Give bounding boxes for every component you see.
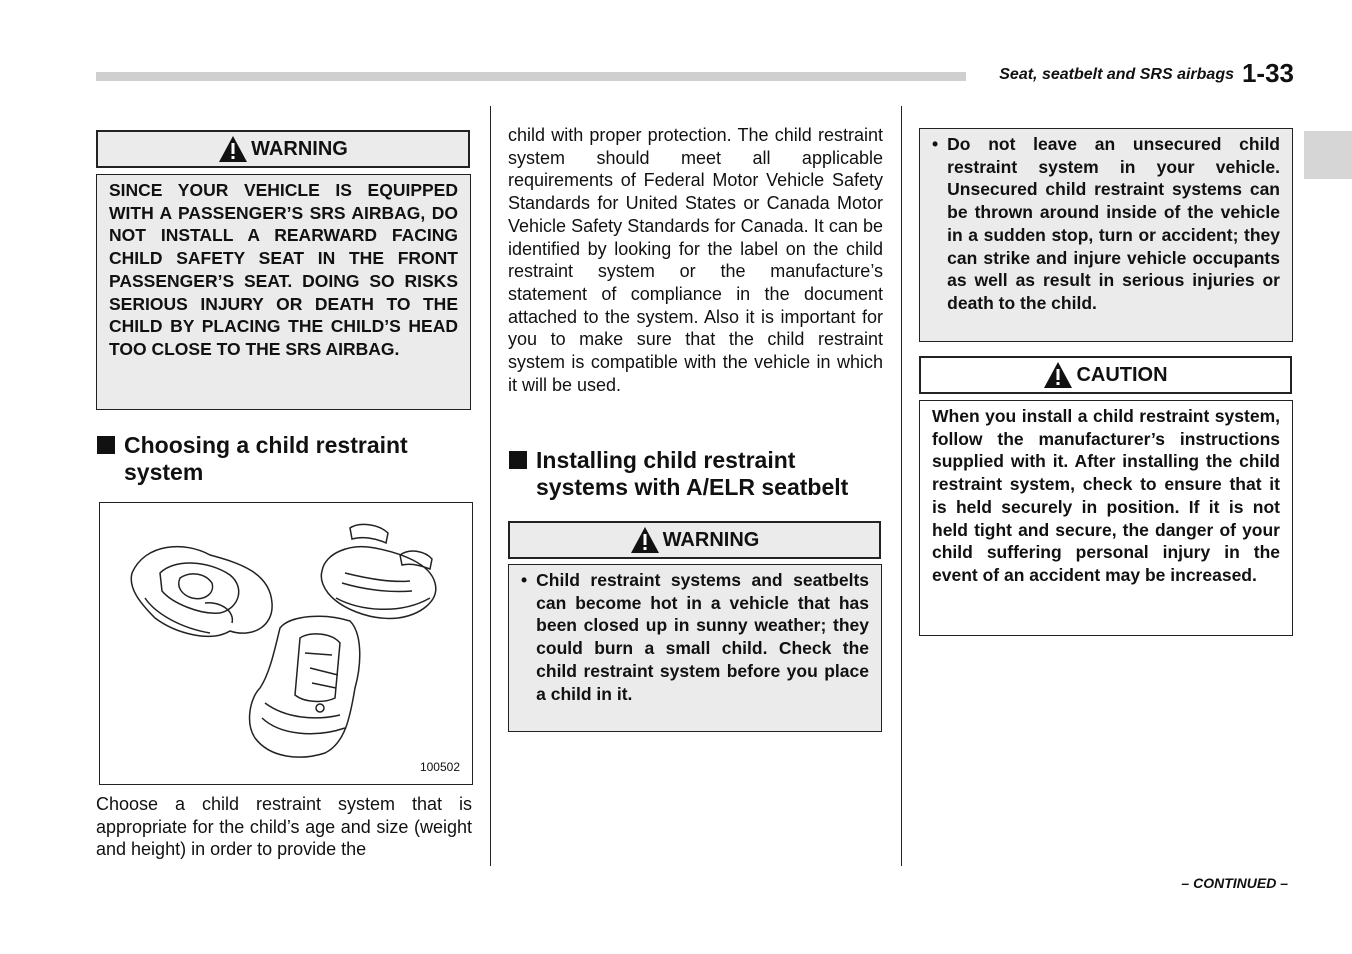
bullet-text: Child restraint systems and seatbelts can become hot in a vehicle that has been closed up in sunny weather; they could burn a small child. Check the child restraint system before you place a child in it. <box>536 570 869 704</box>
caution-label: CAUTION <box>1076 363 1168 386</box>
child-seats-illustration <box>100 503 474 786</box>
heading-text: Choosing a child restraint system <box>124 432 408 485</box>
bullet-text: Do not leave an unsecured child restraint system in your vehicle. Unsecured child restraint systems can be thrown around inside of the vehicle in a sudden stop, turn or accident; they can strike and injure vehicle occupants as well as result in serious injuries or death to the child. <box>947 134 1280 313</box>
warning-text: SINCE YOUR VEHICLE IS EQUIPPED WITH A PASSENGER’S SRS AIRBAG, DO NOT INSTALL A REARWARD FACING CHILD SAFETY SEAT IN THE FRONT PASSENGER’S SEAT. DOING SO RISKS SERIOUS INJURY OR DEATH TO THE CHILD BY PLACING THE CHILD’S HEAD TOO CLOSE TO THE SRS AIRBAG. <box>109 180 458 359</box>
bullet-item <box>521 569 869 705</box>
column-divider <box>490 106 491 866</box>
chapter-thumb-tab <box>1304 131 1352 179</box>
warning-triangle-icon <box>218 135 248 163</box>
continued-label: – CONTINUED – <box>1181 875 1288 891</box>
bullet-icon: • <box>932 134 939 154</box>
warning-label: WARNING <box>251 137 348 160</box>
caution-triangle-icon <box>1043 361 1073 389</box>
warning-label: WARNING <box>662 528 760 551</box>
warning-triangle-icon <box>630 526 660 554</box>
warning-box <box>508 564 882 732</box>
page-number: 1-33 <box>1241 58 1294 88</box>
heading-square-icon <box>97 436 115 454</box>
section-title: Seat, seatbelt and SRS airbags <box>999 66 1234 83</box>
bullet-item <box>932 133 1280 315</box>
section-heading <box>509 447 889 501</box>
warning-box <box>96 174 471 410</box>
header-rule <box>96 72 966 81</box>
warning-header <box>96 130 470 168</box>
heading-text: Installing child restraint systems with A/ELR seatbelt <box>536 447 849 500</box>
body-paragraph: child with proper protection. The child restraint system should meet all applicable requirements of Federal Motor Vehicle Safety Standards for United States or Canada Motor Vehicle Safety Standards for Canada. It can be identified by looking for the label on the child restraint system or the manufacture’s statement of compliance in the document attached to the system. Also it is important for you to make sure that the child restraint system is compatible with the vehicle in which it will be used. <box>508 125 883 395</box>
column-divider <box>901 106 902 866</box>
body-paragraph: Choose a child restraint system that is appropriate for the child’s age and size (weight and height) in order to provide the <box>96 794 472 860</box>
figure-id: 100502 <box>419 760 460 774</box>
warning-continued-box <box>919 128 1293 342</box>
warning-header <box>508 521 881 559</box>
bullet-icon: • <box>521 570 528 590</box>
child-seat-figure <box>99 502 473 785</box>
section-heading <box>97 432 477 486</box>
heading-square-icon <box>509 451 527 469</box>
caution-box <box>919 400 1293 636</box>
caution-header <box>919 356 1292 394</box>
caution-text: When you install a child restraint system, follow the manufacturer’s instructions supplied with it. After installing the child restraint system, check to ensure that it is held securely in position. If it is not held tight and secure, the danger of your child suffering personal injury in the event of an accident may be increased. <box>932 406 1280 585</box>
